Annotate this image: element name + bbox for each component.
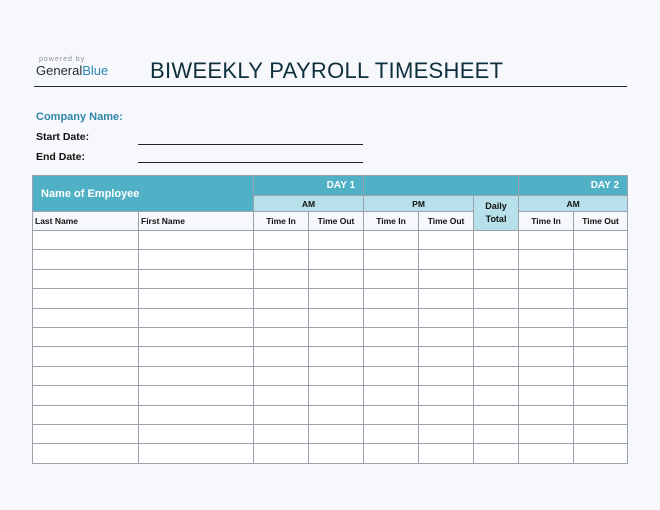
day1-am-in-cell[interactable] <box>254 405 309 424</box>
day1-am-in-cell[interactable] <box>254 386 309 405</box>
timesheet-table <box>32 175 628 464</box>
table-row <box>33 327 628 346</box>
day1-am-in-cell[interactable] <box>254 231 309 250</box>
day2-am-time-in-header: Time In <box>519 212 574 231</box>
day1-am-in-cell[interactable] <box>254 269 309 288</box>
day1-pm-in-cell[interactable] <box>364 289 419 308</box>
table-row <box>33 386 628 405</box>
day1-pm-out-cell[interactable] <box>419 444 474 463</box>
day2-am-out-cell[interactable] <box>574 231 628 250</box>
table-row <box>33 231 628 250</box>
table-row <box>33 405 628 424</box>
day2-am-in-cell[interactable] <box>519 250 574 269</box>
last-name-cell[interactable] <box>33 269 139 288</box>
day1-am-header: AM <box>254 196 364 212</box>
day1-pm-in-cell[interactable] <box>364 405 419 424</box>
day1-pm-in-cell[interactable] <box>364 308 419 327</box>
generalblue-logo <box>36 56 108 78</box>
day2-am-in-cell[interactable] <box>519 366 574 385</box>
day1-pm-out-cell[interactable] <box>419 269 474 288</box>
day1-pm-out-cell[interactable] <box>419 424 474 443</box>
day1-header-fill <box>364 176 519 196</box>
table-row <box>33 366 628 385</box>
day2-am-in-cell[interactable] <box>519 308 574 327</box>
last-name-cell[interactable] <box>33 444 139 463</box>
day1-am-out-cell[interactable] <box>309 366 364 385</box>
day1-pm-header: PM <box>364 196 474 212</box>
day1-am-in-cell[interactable] <box>254 250 309 269</box>
day1-am-in-cell[interactable] <box>254 347 309 366</box>
day1-pm-out-cell[interactable] <box>419 289 474 308</box>
day1-am-out-cell[interactable] <box>309 444 364 463</box>
daily-total-cell[interactable] <box>474 269 519 288</box>
day1-pm-out-cell[interactable] <box>419 386 474 405</box>
daily-total-cell[interactable] <box>474 366 519 385</box>
day1-am-in-cell[interactable] <box>254 366 309 385</box>
daily-total-cell[interactable] <box>474 444 519 463</box>
day2-am-out-cell[interactable] <box>574 327 628 346</box>
day2-am-out-cell[interactable] <box>574 386 628 405</box>
day1-am-in-cell[interactable] <box>254 308 309 327</box>
day1-pm-in-cell[interactable] <box>364 366 419 385</box>
day1-pm-out-cell[interactable] <box>419 366 474 385</box>
day1-am-in-cell[interactable] <box>254 424 309 443</box>
first-name-cell[interactable] <box>139 327 254 346</box>
day1-am-out-cell[interactable] <box>309 405 364 424</box>
first-name-cell[interactable] <box>139 250 254 269</box>
table-row <box>33 250 628 269</box>
day2-am-in-cell[interactable] <box>519 327 574 346</box>
day1-pm-in-cell[interactable] <box>364 386 419 405</box>
day2-am-out-cell[interactable] <box>574 269 628 288</box>
day2-am-out-cell[interactable] <box>574 366 628 385</box>
day2-am-in-cell[interactable] <box>519 424 574 443</box>
day1-am-out-cell[interactable] <box>309 347 364 366</box>
last-name-cell[interactable] <box>33 424 139 443</box>
day1-am-out-cell[interactable] <box>309 289 364 308</box>
table-row <box>33 269 628 288</box>
daily-total-cell[interactable] <box>474 327 519 346</box>
day1-pm-out-cell[interactable] <box>419 308 474 327</box>
day1-pm-out-cell[interactable] <box>419 250 474 269</box>
last-name-cell[interactable] <box>33 327 139 346</box>
first-name-cell[interactable] <box>139 269 254 288</box>
day2-am-time-out-header: Time Out <box>574 212 628 231</box>
table-row <box>33 289 628 308</box>
start-date-field[interactable] <box>138 144 363 145</box>
title-divider <box>34 86 627 87</box>
day1-pm-in-cell[interactable] <box>364 269 419 288</box>
day1-pm-time-in-header: Time In <box>364 212 419 231</box>
first-name-cell[interactable] <box>139 405 254 424</box>
day2-header: DAY 2 <box>519 176 628 196</box>
first-name-cell[interactable] <box>139 386 254 405</box>
first-name-cell[interactable] <box>139 231 254 250</box>
day1-am-out-cell[interactable] <box>309 386 364 405</box>
day2-am-out-cell[interactable] <box>574 405 628 424</box>
last-name-cell[interactable] <box>33 347 139 366</box>
first-name-header: First Name <box>139 212 254 231</box>
table-row <box>33 444 628 463</box>
day1-am-in-cell[interactable] <box>254 289 309 308</box>
daily-total-cell[interactable] <box>474 347 519 366</box>
day2-am-in-cell[interactable] <box>519 269 574 288</box>
daily-total-cell[interactable] <box>474 250 519 269</box>
day2-am-out-cell[interactable] <box>574 347 628 366</box>
page-title: BIWEEKLY PAYROLL TIMESHEET <box>150 58 504 83</box>
table-row <box>33 347 628 366</box>
last-name-cell[interactable] <box>33 366 139 385</box>
day1-am-in-cell[interactable] <box>254 444 309 463</box>
day1-pm-in-cell[interactable] <box>364 231 419 250</box>
daily-total-cell[interactable] <box>474 289 519 308</box>
day2-am-in-cell[interactable] <box>519 405 574 424</box>
day1-header: DAY 1 <box>254 176 364 196</box>
first-name-cell[interactable] <box>139 289 254 308</box>
day1-pm-out-cell[interactable] <box>419 327 474 346</box>
day1-pm-time-out-header: Time Out <box>419 212 474 231</box>
day1-pm-out-cell[interactable] <box>419 347 474 366</box>
daily-total-cell[interactable] <box>474 386 519 405</box>
day2-am-out-cell[interactable] <box>574 289 628 308</box>
day2-am-header: AM <box>519 196 628 212</box>
brand-name <box>36 64 108 78</box>
daily-total-cell[interactable] <box>474 424 519 443</box>
day2-am-out-cell[interactable] <box>574 424 628 443</box>
day1-am-out-cell[interactable] <box>309 327 364 346</box>
daily-total-header: Daily Total <box>474 196 519 231</box>
start-date-label: Start Date: <box>36 131 90 143</box>
day1-pm-in-cell[interactable] <box>364 347 419 366</box>
day1-am-out-cell[interactable] <box>309 308 364 327</box>
day1-pm-in-cell[interactable] <box>364 327 419 346</box>
first-name-cell[interactable] <box>139 424 254 443</box>
last-name-cell[interactable] <box>33 250 139 269</box>
day1-am-time-in-header: Time In <box>254 212 309 231</box>
last-name-cell[interactable] <box>33 386 139 405</box>
timesheet-rows <box>33 231 628 464</box>
first-name-cell[interactable] <box>139 444 254 463</box>
day2-am-out-cell[interactable] <box>574 308 628 327</box>
name-of-employee-header: Name of Employee <box>33 176 254 212</box>
company-name-label: Company Name: <box>36 111 123 123</box>
daily-total-cell[interactable] <box>474 308 519 327</box>
last-name-header: Last Name <box>33 212 139 231</box>
day2-am-out-cell[interactable] <box>574 250 628 269</box>
day1-pm-in-cell[interactable] <box>364 250 419 269</box>
brand-blue: Blue <box>82 63 109 78</box>
day1-am-out-cell[interactable] <box>309 250 364 269</box>
day1-pm-in-cell[interactable] <box>364 424 419 443</box>
first-name-cell[interactable] <box>139 347 254 366</box>
end-date-label: End Date: <box>36 151 86 163</box>
daily-total-cell[interactable] <box>474 231 519 250</box>
first-name-cell[interactable] <box>139 308 254 327</box>
day2-am-in-cell[interactable] <box>519 231 574 250</box>
day1-am-out-cell[interactable] <box>309 231 364 250</box>
day1-pm-in-cell[interactable] <box>364 444 419 463</box>
day1-pm-out-cell[interactable] <box>419 405 474 424</box>
brand-general: General <box>36 63 83 78</box>
day2-am-in-cell[interactable] <box>519 289 574 308</box>
day2-am-in-cell[interactable] <box>519 386 574 405</box>
table-row <box>33 308 628 327</box>
end-date-field[interactable] <box>138 162 363 163</box>
day2-am-out-cell[interactable] <box>574 444 628 463</box>
last-name-cell[interactable] <box>33 308 139 327</box>
day1-am-out-cell[interactable] <box>309 269 364 288</box>
last-name-cell[interactable] <box>33 231 139 250</box>
day2-am-in-cell[interactable] <box>519 347 574 366</box>
first-name-cell[interactable] <box>139 366 254 385</box>
powered-by-text: powered by <box>39 56 86 63</box>
last-name-cell[interactable] <box>33 289 139 308</box>
day1-am-out-cell[interactable] <box>309 424 364 443</box>
day1-am-in-cell[interactable] <box>254 327 309 346</box>
table-row <box>33 424 628 443</box>
day1-pm-out-cell[interactable] <box>419 231 474 250</box>
day1-am-time-out-header: Time Out <box>309 212 364 231</box>
last-name-cell[interactable] <box>33 405 139 424</box>
day2-am-in-cell[interactable] <box>519 444 574 463</box>
daily-total-cell[interactable] <box>474 405 519 424</box>
